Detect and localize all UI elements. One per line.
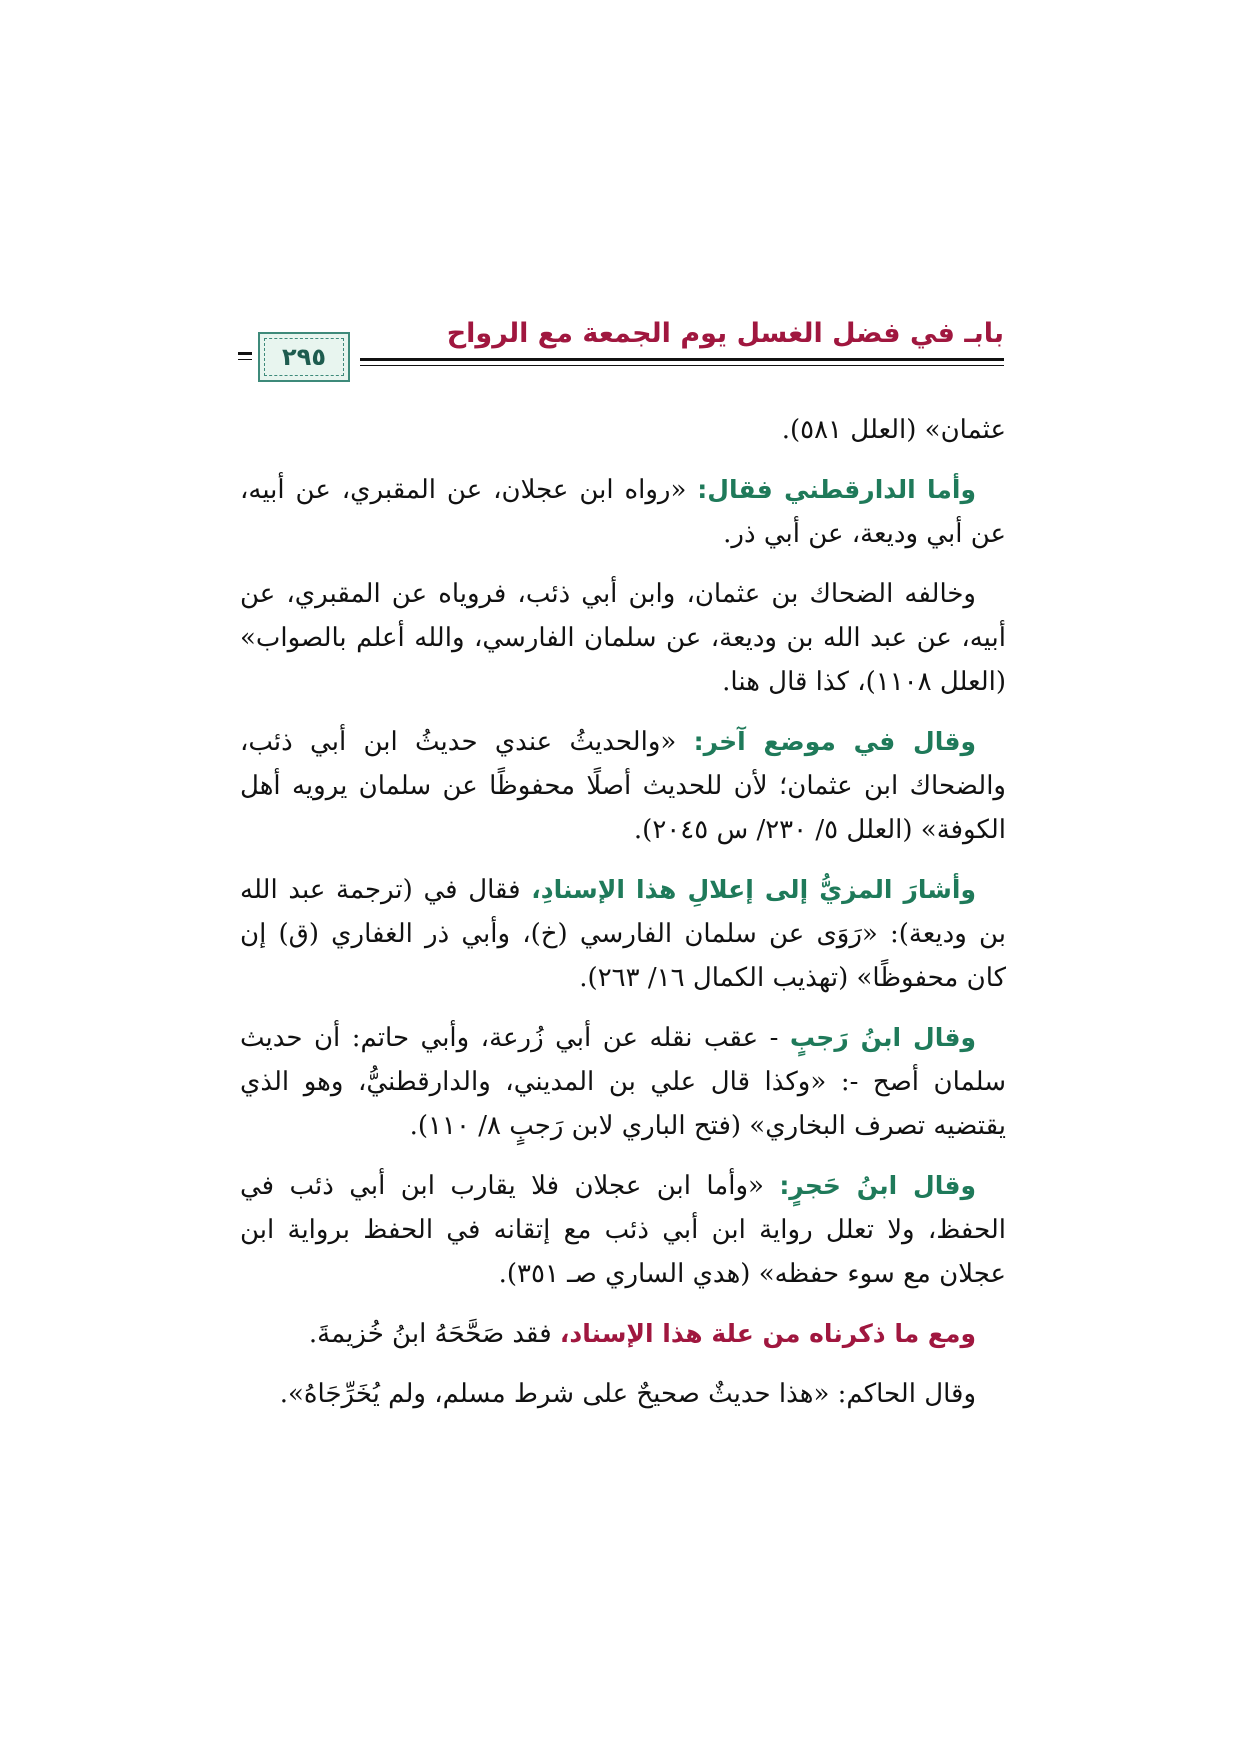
paragraph-text: «وأما ابن عجلان فلا يقارب ابن أبي ذئب في الحفظ، ولا تعلل رواية ابن أبي ذئب مع إتقانه في الحفظ برواية ابن عجلان مع سوء حفظه» (هدي الساري صـ ٣٥١). [240, 1171, 1006, 1289]
paragraph-text: «رواه ابن عجلان، عن المقبري، عن أبيه، عن أبي وديعة، عن أبي ذر. [240, 475, 1006, 549]
page-number-badge [258, 332, 350, 382]
paragraph [240, 408, 1006, 452]
paragraph [240, 1164, 1006, 1296]
main-text [240, 408, 1006, 1432]
paragraph-text: فقال في (ترجمة عبد الله بن وديعة): «رَوَى عن سلمان الفارسي (خ)، وأبي ذر الغفاري (ق) إن كان محفوظًا» (تهذيب الكمال ١٦/ ٢٦٣). [240, 875, 1006, 993]
chapter-title: بابـ في فضل الغسل يوم الجمعة مع الرواح [446, 318, 1004, 349]
page-header [238, 318, 1004, 388]
paragraph [240, 1372, 1006, 1416]
paragraph-text: عثمان» (العلل ٥٨١). [781, 415, 1006, 445]
paragraph-text: - عقب نقله عن أبي زُرعة، وأبي حاتم: أن حديث سلمان أصح -: «وكذا قال علي بن المديني، والدارقطنيُّ، وهو الذي يقتضيه تصرف البخاري» (فتح الباري لابن رَجبٍ ٨/ ١١٠). [240, 1023, 1006, 1141]
paragraph-lead: ومع ما ذكرناه من علة هذا الإسناد، [559, 1319, 976, 1348]
header-rule-right-bottom [360, 365, 1004, 366]
paragraph [240, 1312, 1006, 1356]
paragraph-lead: وقال ابنُ حَجرٍ: [779, 1171, 976, 1200]
header-rule-left-bottom [238, 359, 252, 360]
paragraph [240, 1016, 1006, 1148]
paragraph-lead: وأشارَ المزيُّ إلى إعلالِ هذا الإسنادِ، [531, 875, 976, 904]
paragraph-text: «والحديثُ عندي حديثُ ابن أبي ذئب، والضحاك ابن عثمان؛ لأن للحديث أصلًا محفوظًا عن سلمان يرويه أهل الكوفة» (العلل ٥/ ٢٣٠/ س ٢٠٤٥). [240, 727, 1006, 845]
paragraph [240, 468, 1006, 556]
paragraph-text: فقد صَحَّحَهُ ابنُ خُزيمةَ. [308, 1319, 560, 1349]
page-number: ٢٩٥ [282, 343, 326, 371]
paragraph-lead: وقال في موضع آخر: [693, 727, 976, 756]
header-rule-right-top [360, 358, 1004, 361]
paragraph-lead: وأما الدارقطني فقال: [697, 475, 976, 504]
paragraph-text: وقال الحاكم: «هذا حديثٌ صحيحٌ على شرط مسلم، ولم يُخَرِّجَاهُ». [279, 1379, 976, 1409]
paragraph [240, 720, 1006, 852]
header-rule-left-top [238, 352, 252, 355]
paragraph [240, 868, 1006, 1000]
paragraph-text: وخالفه الضحاك بن عثمان، وابن أبي ذئب، فروياه عن المقبري، عن أبيه، عن عبد الله بن وديعة، عن سلمان الفارسي، والله أعلم بالصواب» (العلل ١١٠٨)، كذا قال هنا. [240, 579, 1006, 697]
paragraph-lead: وقال ابنُ رَجبٍ [789, 1023, 976, 1052]
paragraph [240, 572, 1006, 704]
